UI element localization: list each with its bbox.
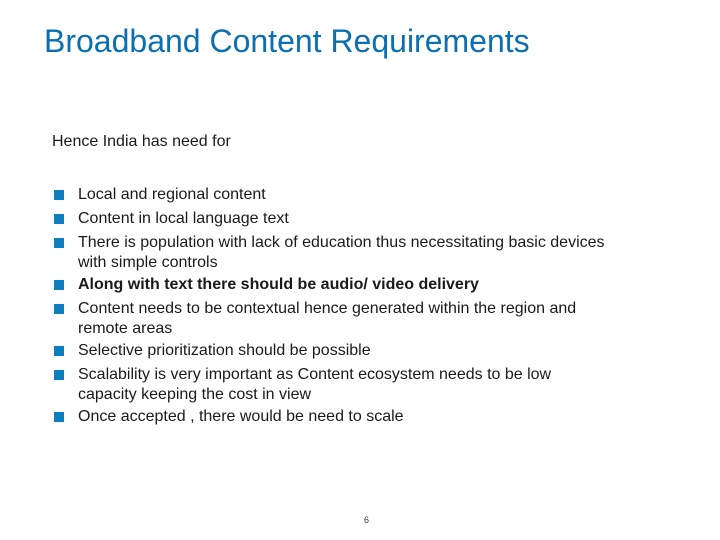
square-bullet-icon [54, 412, 64, 422]
bullet-text-continued: capacity keeping the cost in view [78, 386, 312, 403]
bullet-text: Scalability is very important as Content ecosystem needs to be low [78, 366, 552, 383]
intro-text: Hence India has need for [52, 133, 231, 150]
bullet-text: Content in local language text [78, 210, 289, 227]
bullet-text: Local and regional content [78, 186, 266, 203]
bullet-item [54, 274, 694, 296]
bullet-item [54, 340, 694, 362]
bullet-item [54, 364, 694, 404]
bullet-text: There is population with lack of education thus necessitating basic devices [78, 234, 605, 251]
bullet-text: Once accepted , there would be need to scale [78, 408, 404, 425]
bullet-list [54, 184, 694, 430]
square-bullet-icon [54, 304, 64, 314]
bullet-item [54, 298, 694, 338]
slide-title: Broadband Content Requirements [44, 23, 530, 59]
bullet-item [54, 184, 694, 206]
page-number: 6 [364, 515, 370, 525]
square-bullet-icon [54, 346, 64, 356]
bullet-item [54, 406, 694, 428]
bullet-text-continued: remote areas [78, 320, 173, 337]
bullet-text: Along with text there should be audio/ video delivery [78, 276, 479, 293]
bullet-text: Content needs to be contextual hence generated within the region and [78, 300, 577, 317]
bullet-text: Selective prioritization should be possible [78, 342, 371, 359]
square-bullet-icon [54, 238, 64, 248]
bullet-item [54, 208, 694, 230]
square-bullet-icon [54, 190, 64, 200]
bullet-item [54, 232, 694, 272]
square-bullet-icon [54, 214, 64, 224]
square-bullet-icon [54, 280, 64, 290]
square-bullet-icon [54, 370, 64, 380]
bullet-text-continued: with simple controls [78, 254, 218, 271]
